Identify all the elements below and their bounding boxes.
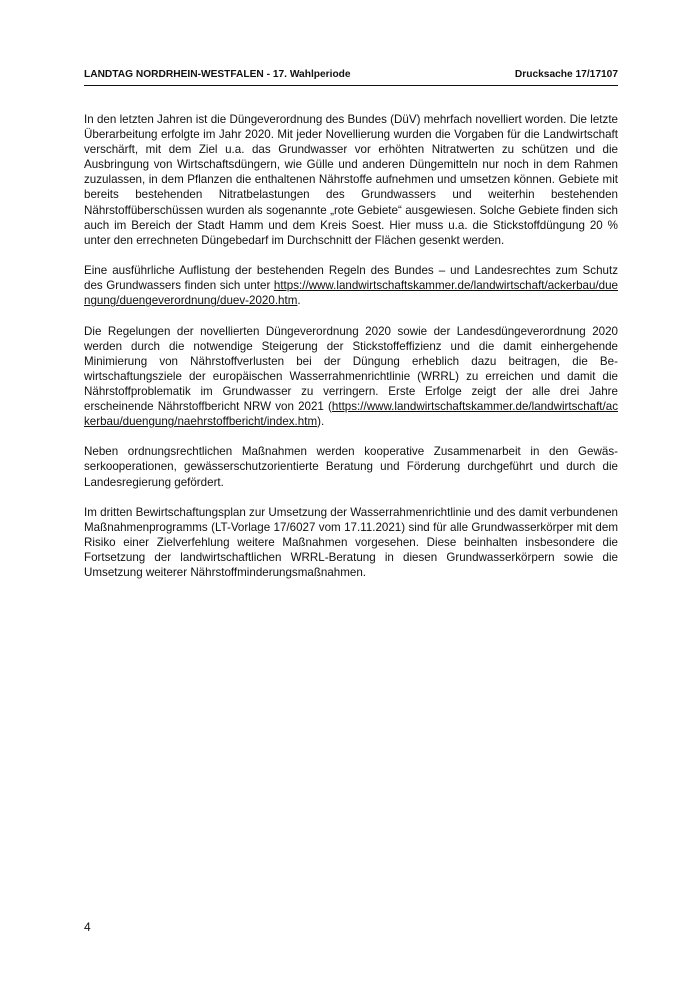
duev-2020-link[interactable]: https://www.landwirtschaftskammer.de/landwirtschaft/ackerbau/duengung/duengeverordnung/duev-2020.htm — [84, 279, 618, 308]
paragraph-regulations-effects — [84, 324, 618, 430]
paragraph-regulations-end: ). — [317, 415, 325, 429]
paragraph-cooperation: Neben ordnungsrechtlichen Maßnahmen werden kooperative Zusammenarbeit in den Gewässerkooperationen, gewässerschutzorientierte Beratung und Förderung durchgeführt und durch die Landesregierung gefördert. — [84, 445, 618, 489]
paragraph-regulations-text: Die Regelungen der novellierten Düngeverordnung 2020 sowie der Landesdüngeverordnung 2020 werden durch die notwendige Steigerung der Stickstoffeffizienz und die damit einhergehende Minimierung von Nährstoffverlusten bei der Düngung erheblich dazu beitragen, die Bewirtschaftungsziele der europäischen Wasserrahmenrichtlinie (WRRL) zu erreichen und damit die Nährstoffproblematik im Grundwasser zu verringern. Erste Erfolge zeigt der alle drei Jahre erscheinende Nährstoffbericht NRW von 2021 ( — [84, 324, 618, 413]
paragraph-duev-history: In den letzten Jahren ist die Düngeverordnung des Bundes (DüV) mehrfach novelliert worden. Die letzte Überarbeitung erfolgte im Jahr 2020. Mit jeder Novellierung wurden die Vorgaben für die Landwirtschaft verschärft, mit dem Ziel u.a. das Grundwasser vor erhöhten Nitratwerten zu schützen und die Ausbringung von Wirtschaftsdüngern, wie Gülle und anderen Düngemitteln nur noch in dem Rahmen zuzulassen, in dem Pflanzen die enthaltenen Nährstoffe aufnehmen und umsetzen können. Gebiete mit bereits bestehenden Nitratbelastungen des Grundwassers und weiterhin bestehenden Nährstoffüberschüssen wurden als sogenannte „rote Gebiete“ ausgewiesen. Solche Gebiete finden sich auch im Bereich der Stadt Hamm und dem Kreis Soest. Hier muss u.a. die Stickstoffdüngung 20 % unter den errechneten Düngebedarf im Durchschnitt der Flächen gesenkt werden. — [84, 113, 618, 247]
header-document-number: Drucksache 17/17107 — [514, 69, 618, 80]
body-text — [84, 112, 618, 595]
page-number: 4 — [84, 920, 91, 934]
header-parliament-title: LANDTAG NORDRHEIN-WESTFALEN - 17. Wahlperiode — [84, 69, 351, 80]
paragraph-rules-reference — [84, 263, 618, 308]
page-header — [84, 69, 618, 86]
naehrstoffbericht-link[interactable]: https://www.landwirtschaftskammer.de/landwirtschaft/ackerbau/duengung/naehrstoffbericht/index.htm — [84, 399, 618, 429]
paragraph-rules-end: . — [297, 294, 301, 308]
paragraph-management-plan: Im dritten Bewirtschaftungsplan zur Umsetzung der Wasserrahmenrichtlinie und des damit verbundenen Maßnahmenprogramms (LT-Vorlage 17/6027 vom 17.11.2021) sind für alle Grundwasserkörper mit dem Risiko einer Zielverfehlung weitere Maßnahmen vorgesehen. Diese beinhalten insbesondere die Fortsetzung der landwirtschaftlichen WRRL-Beratung in diesen Grundwasserkörpern sowie die Umsetzung weiterer Nährstoffminderungsmaßnahmen. — [84, 505, 618, 580]
paragraph-rules-text: Eine ausführliche Auflistung der bestehenden Regeln des Bundes – und Landesrechtes zum Schutz des Grundwassers finden sich unter — [84, 264, 618, 293]
